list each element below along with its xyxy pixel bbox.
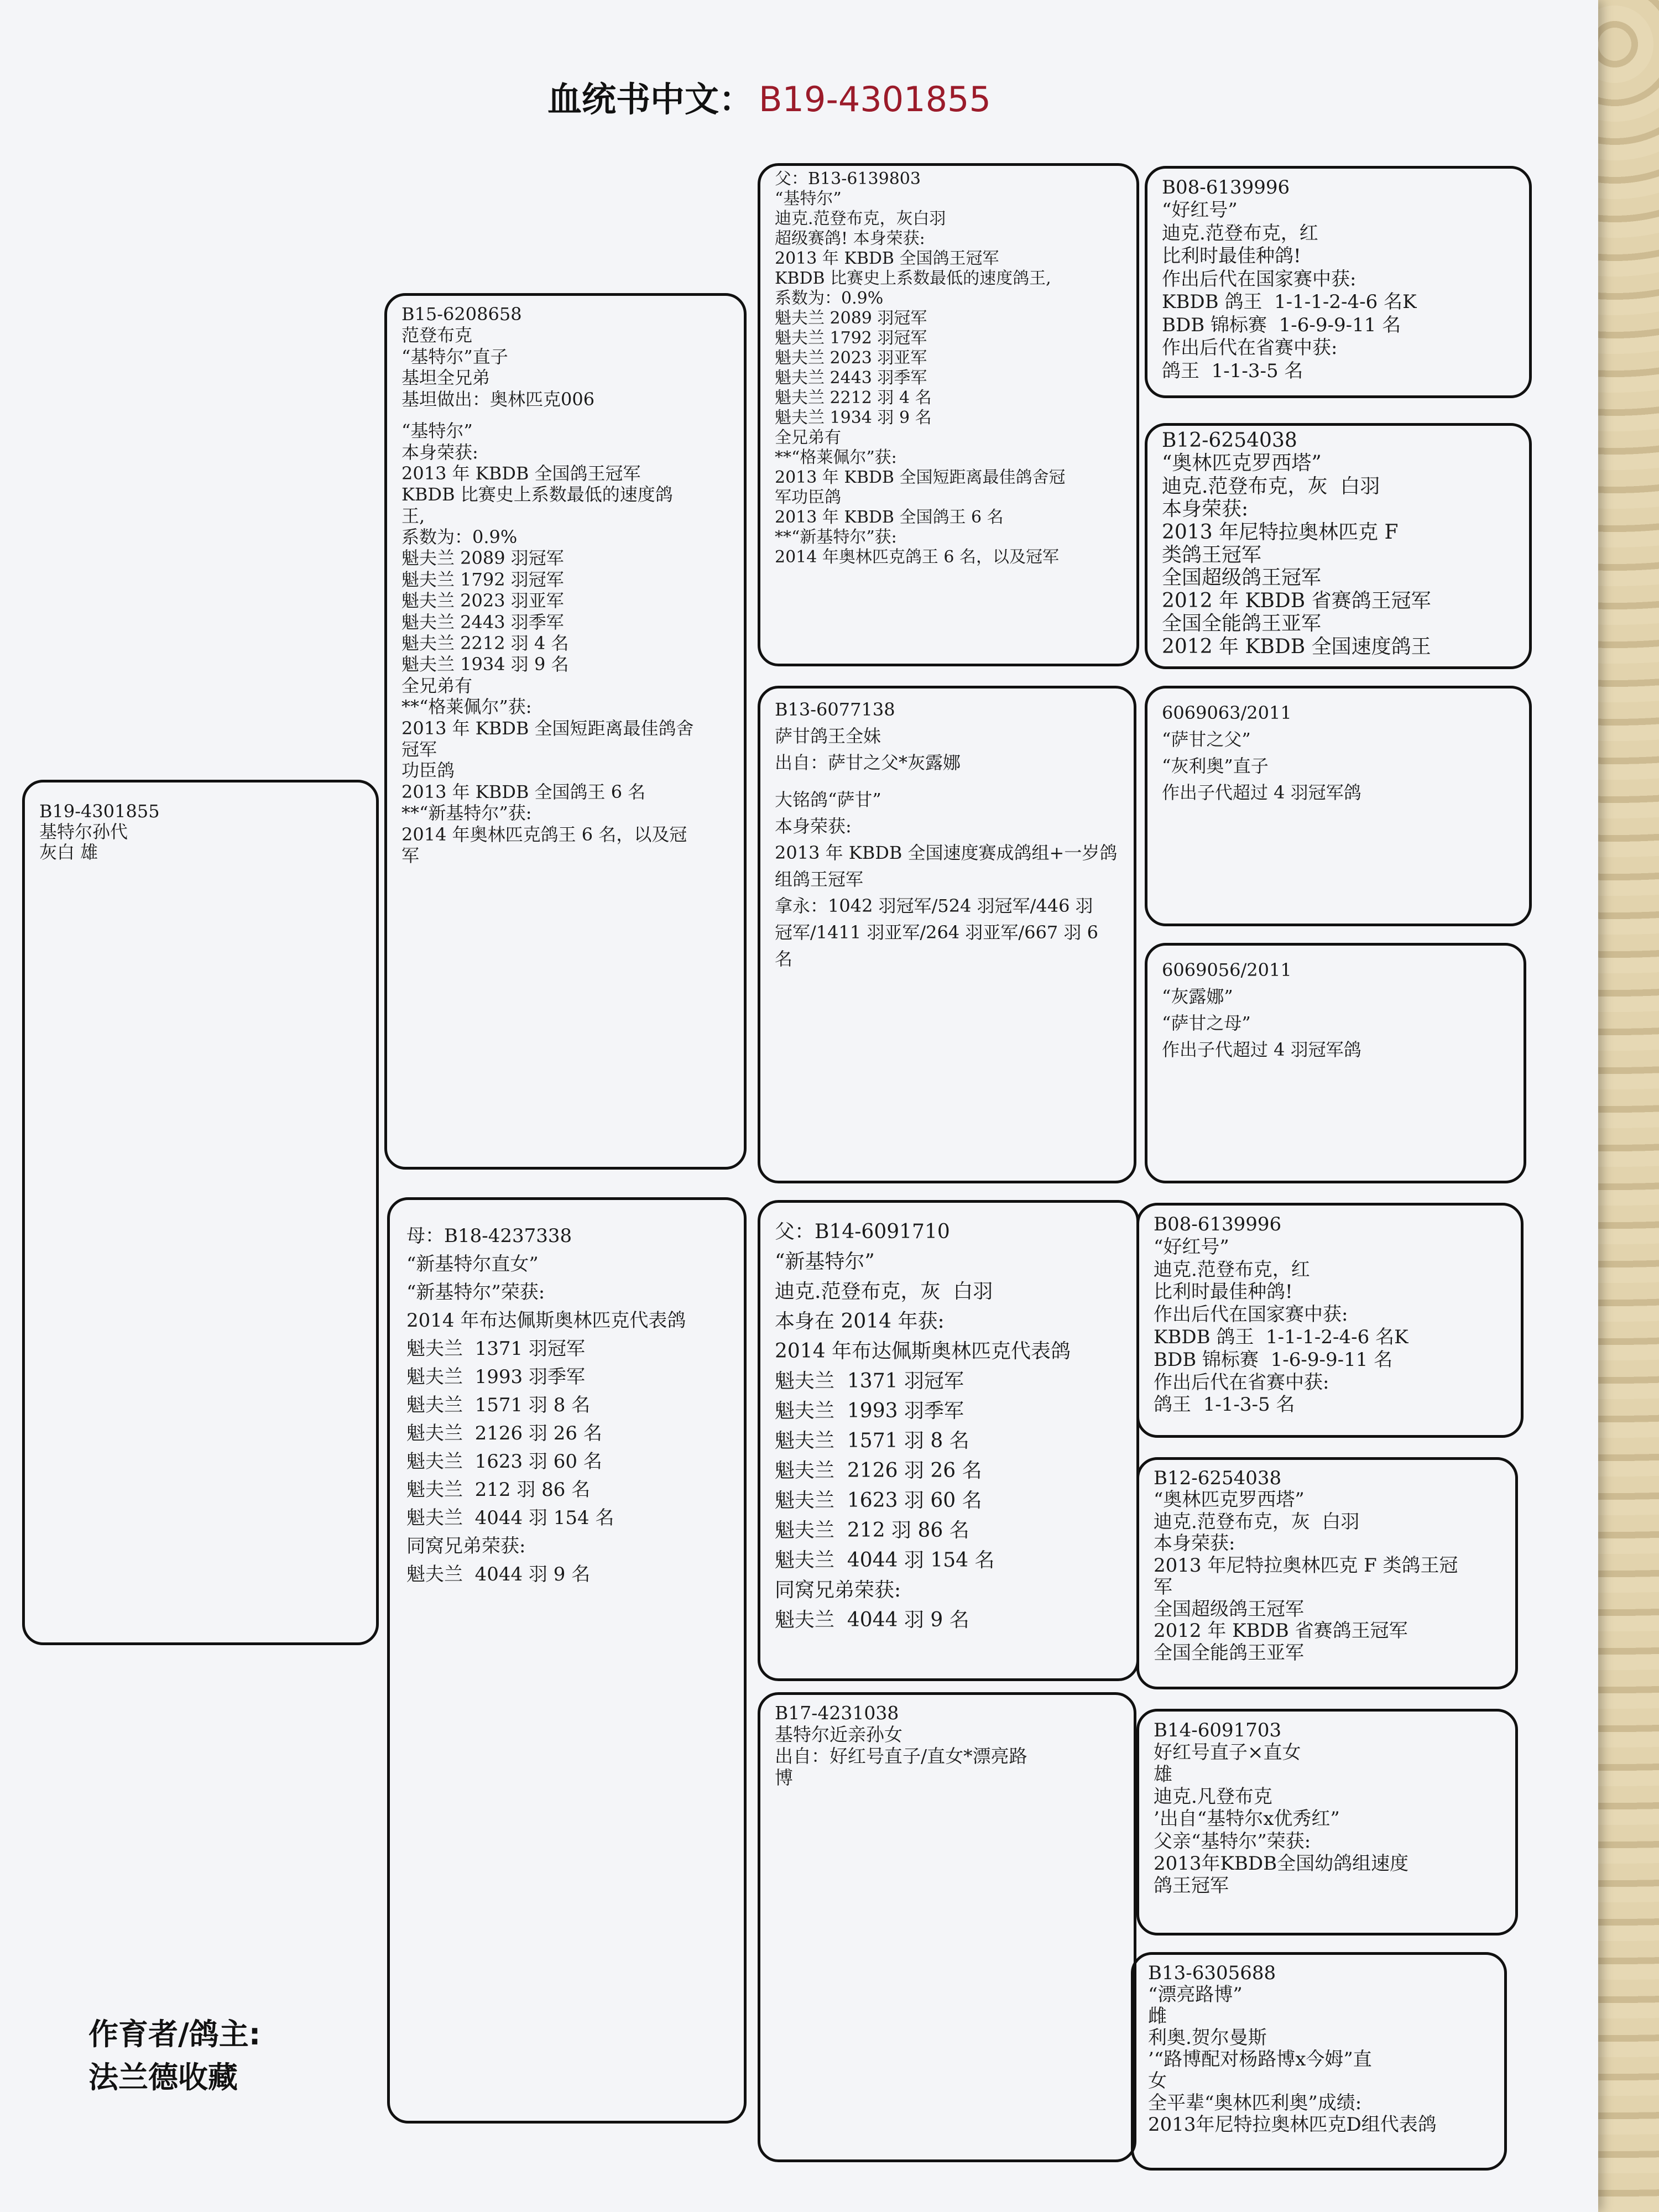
sire-dam-sire-box <box>1145 686 1532 926</box>
sire-line: 基坦全兄弟 <box>401 367 491 389</box>
dam-line: 魁夫兰 1623 羽 60 名 <box>406 1451 602 1473</box>
ssd-line: “奥林匹克罗西塔” <box>1162 452 1322 475</box>
dam-dam-sire-box <box>1136 1709 1518 1936</box>
dam-line: 魁夫兰 2126 羽 26 名 <box>406 1422 602 1444</box>
ss-line: 魁夫兰 1934 羽 9 名 <box>775 408 932 427</box>
sire-sire-dam-box <box>1145 423 1532 669</box>
sd-line: 组鸽王冠军 <box>775 869 864 890</box>
sss-line: KBDB 鸽王 1-1-1-2-4-6 名K <box>1162 291 1417 314</box>
sire-line: 魁夫兰 2023 羽亚军 <box>401 590 564 612</box>
ds-line: 父：B14-6091710 <box>775 1220 950 1243</box>
dds-line: 迪克.凡登布克 <box>1154 1786 1272 1808</box>
ss-line: 父：B13-6139803 <box>775 169 921 189</box>
ssd-line: B12-6254038 <box>1162 429 1297 452</box>
sire-line: 2013 年 KBDB 全国鸽王冠军 <box>401 462 641 484</box>
dsd-line: 2013 年尼特拉奥林匹克 F 类鸽王冠 <box>1154 1554 1458 1577</box>
ds-line: 魁夫兰 1993 羽季军 <box>775 1400 964 1422</box>
title-label: 血统书中文： <box>547 79 754 119</box>
dss-line: 作出后代在国家赛中获: <box>1154 1303 1348 1326</box>
ss-line: 魁夫兰 2212 羽 4 名 <box>775 388 932 408</box>
sd-line: 大铭鸽“萨甘” <box>775 789 881 811</box>
ds-line: “新基特尔” <box>775 1250 875 1273</box>
dam-line: 魁夫兰 1571 羽 8 名 <box>406 1394 591 1416</box>
ssd-line: 2012 年 KBDB 全国速度鸽王 <box>1162 635 1431 658</box>
sss-line: 鸽王 1-1-3-5 名 <box>1162 359 1303 382</box>
title-ring-number: B19-4301855 <box>759 79 991 119</box>
sire-line: 冠军 <box>401 739 437 760</box>
dam-sire-box <box>758 1200 1139 1681</box>
ssd-line: 全国全能鸽王亚军 <box>1162 612 1322 635</box>
dsd-line: B12-6254038 <box>1154 1467 1282 1489</box>
sire-dam-box <box>758 686 1136 1183</box>
ds-line: 魁夫兰 212 羽 86 名 <box>775 1519 969 1542</box>
ddd-line: 雌 <box>1148 2005 1167 2028</box>
ddd-line: 女 <box>1148 2070 1167 2093</box>
dds-line: B14-6091703 <box>1154 1719 1282 1741</box>
sire-line: 军 <box>401 844 420 866</box>
dd-line: 出自：好红号直子/直女*漂亮路 <box>775 1745 1027 1767</box>
sire-line: **“新基特尔”获: <box>401 802 532 824</box>
sds-line: 6069063/2011 <box>1162 702 1292 723</box>
dd-line: 基特尔近亲孙女 <box>775 1723 902 1745</box>
sss-line: BDB 锦标赛 1-6-9-9-11 名 <box>1162 314 1401 336</box>
sire-line: 本身荣获: <box>401 441 478 463</box>
sire-line: “基特尔”直子 <box>401 346 508 367</box>
sire-line: **“格莱佩尔”获: <box>401 696 532 718</box>
footer-owner-name: 法兰德收藏 <box>88 2060 238 2095</box>
dsd-line: “奥林匹克罗西塔” <box>1154 1489 1305 1511</box>
sds-line: “灰利奥”直子 <box>1162 755 1269 776</box>
sss-line: B08-6139996 <box>1162 176 1290 199</box>
sire-dam-dam-box <box>1145 943 1526 1183</box>
dds-line: 父亲“基特尔”荣获: <box>1154 1830 1311 1853</box>
dd-line: B17-4231038 <box>775 1702 899 1724</box>
ddd-line: ’“路博配对杨路博x今姆”直 <box>1148 2048 1372 2071</box>
sire-line: 魁夫兰 2443 羽季军 <box>401 611 564 633</box>
ds-line: 魁夫兰 1623 羽 60 名 <box>775 1489 982 1512</box>
sss-line: 比利时最佳种鸽! <box>1162 245 1301 268</box>
dam-dam-dam-box <box>1131 1952 1507 2171</box>
dds-line: 好红号直子×直女 <box>1154 1741 1301 1764</box>
ss-line: 全兄弟有 <box>775 428 841 447</box>
dam-line: 魁夫兰 1371 羽冠军 <box>406 1338 585 1360</box>
dam-line: 魁夫兰 4044 羽 9 名 <box>406 1563 591 1585</box>
dds-line: ’出自“基特尔x优秀红” <box>1154 1808 1340 1830</box>
ds-line: 魁夫兰 1371 羽冠军 <box>775 1370 964 1392</box>
pigeon-line: 灰白 雄 <box>39 841 98 863</box>
ss-line: 2014 年奥林匹克鸽王 6 名，以及冠军 <box>775 547 1060 567</box>
sd-line: 2013 年 KBDB 全国速度赛成鸽组+一岁鸽 <box>775 842 1118 864</box>
ss-line: 军功臣鸽 <box>775 488 841 507</box>
sire-line: 2013 年 KBDB 全国鸽王 6 名 <box>401 781 646 802</box>
dam-box <box>387 1197 747 2124</box>
sire-line: 魁夫兰 1934 羽 9 名 <box>401 654 569 675</box>
ddd-line: 利奥.贺尔曼斯 <box>1148 2027 1267 2049</box>
sire-line: 全兄弟有 <box>401 675 473 696</box>
ddd-line: 2013年尼特拉奥林匹克D组代表鸽 <box>1148 2113 1437 2136</box>
pigeon-line: B19-4301855 <box>39 801 160 822</box>
sire-line: 系数为：0.9% <box>401 526 518 548</box>
ss-line: KBDB 比赛史上系数最低的速度鸽王, <box>775 269 1051 288</box>
sire-line: 魁夫兰 2089 羽冠军 <box>401 547 564 569</box>
sire-line: 功臣鸽 <box>401 760 455 781</box>
dam-sire-dam-box <box>1136 1457 1518 1689</box>
ss-line: 超级赛鸽! 本身荣获: <box>775 229 925 248</box>
sd-line: 名 <box>775 948 793 970</box>
ss-line: 魁夫兰 2023 羽亚军 <box>775 348 927 368</box>
dsd-line: 全国全能鸽王亚军 <box>1154 1641 1304 1664</box>
ss-line: 系数为：0.9% <box>775 289 884 308</box>
dss-line: “好红号” <box>1154 1235 1229 1258</box>
ds-line: 2014 年布达佩斯奥林匹克代表鸽 <box>775 1340 1071 1363</box>
sdd-line: 6069056/2011 <box>1162 959 1292 980</box>
sss-line: 作出后代在国家赛中获: <box>1162 268 1357 290</box>
dam-dam-box <box>758 1692 1136 2162</box>
sds-line: 作出子代超过 4 羽冠军鸽 <box>1162 782 1361 803</box>
sire-line <box>401 410 729 420</box>
dds-line: 鸽王冠军 <box>1154 1874 1229 1897</box>
ssd-line: 本身荣获: <box>1162 498 1249 521</box>
ddd-line: 全平辈“奥林匹利奥”成绩: <box>1148 2091 1362 2114</box>
ds-line: 本身在 2014 年获: <box>775 1310 945 1333</box>
sd-line: 出自：萨甘之父*灰露娜 <box>775 752 961 773</box>
ds-line: 魁夫兰 4044 羽 9 名 <box>775 1609 969 1631</box>
sire-line: 魁夫兰 1792 羽冠军 <box>401 568 564 590</box>
footer-owner <box>88 2013 260 2100</box>
ds-line: 同窝兄弟荣获: <box>775 1579 901 1601</box>
sss-line: 作出后代在省赛中获: <box>1162 337 1338 359</box>
sd-line: 冠军/1411 羽亚军/264 羽亚军/667 羽 6 <box>775 922 1098 943</box>
dss-line: KBDB 鸽王 1-1-1-2-4-6 名K <box>1154 1326 1408 1348</box>
dss-line: BDB 锦标赛 1-6-9-9-11 名 <box>1154 1348 1393 1371</box>
ss-line: 魁夫兰 2089 羽冠军 <box>775 309 927 328</box>
dam-line: 母：B18-4237338 <box>406 1225 572 1247</box>
ds-line: 魁夫兰 2126 羽 26 名 <box>775 1459 982 1482</box>
page-title <box>547 72 991 121</box>
dss-line: 作出后代在省赛中获: <box>1154 1371 1329 1394</box>
dds-line: 2013年KBDB全国幼鸽组速度 <box>1154 1852 1409 1875</box>
dam-line: “新基特尔”荣获: <box>406 1281 545 1303</box>
sire-line: B15-6208658 <box>401 304 522 325</box>
dam-line: 2014 年布达佩斯奥林匹克代表鸽 <box>406 1310 686 1332</box>
dss-line: B08-6139996 <box>1154 1213 1282 1235</box>
dsd-line: 迪克.范登布克，灰 白羽 <box>1154 1510 1360 1533</box>
sire-line: 基坦做出：奥林匹克006 <box>401 388 595 410</box>
sss-line: 迪克.范登布克，红 <box>1162 222 1318 244</box>
sire-line: “基特尔” <box>401 420 473 442</box>
sire-line: 王, <box>401 505 425 526</box>
dsd-line: 本身荣获: <box>1154 1532 1235 1555</box>
footer-role: 作育者/鸽主: <box>88 2017 261 2052</box>
ss-line: “基特尔” <box>775 189 842 208</box>
sds-line: “萨甘之父” <box>1162 729 1251 750</box>
ss-line: **“格莱佩尔”获: <box>775 448 897 467</box>
sire-line: 魁夫兰 2212 羽 4 名 <box>401 633 569 654</box>
sire-box <box>384 293 747 1170</box>
dam-line: “新基特尔直女” <box>406 1253 539 1275</box>
sire-sire-box <box>758 163 1139 666</box>
ss-line: 魁夫兰 2443 羽季军 <box>775 368 927 388</box>
dsd-line: 军 <box>1154 1576 1172 1599</box>
dam-line: 魁夫兰 1993 羽季军 <box>406 1366 585 1388</box>
ds-line: 迪克.范登布克，灰 白羽 <box>775 1280 993 1303</box>
dam-sire-sire-box <box>1136 1203 1524 1438</box>
sire-line: 范登布克 <box>401 325 473 346</box>
ss-line: 2013 年 KBDB 全国鸽王 6 名 <box>775 508 1004 527</box>
ddd-line: B13-6305688 <box>1148 1962 1276 1984</box>
ds-line: 魁夫兰 4044 羽 154 名 <box>775 1549 995 1572</box>
pigeon-line: 基特尔孙代 <box>39 821 128 842</box>
dd-line: 博 <box>775 1766 793 1788</box>
ss-line: 2013 年 KBDB 全国短距离最佳鸽舍冠 <box>775 468 1066 487</box>
sdd-line: “萨甘之母” <box>1162 1013 1251 1034</box>
ds-line: 魁夫兰 1571 羽 8 名 <box>775 1430 969 1452</box>
ss-line: 迪克.范登布克，灰白羽 <box>775 209 946 228</box>
sd-line: 萨甘鸽王全妹 <box>775 726 881 747</box>
sd-line: 本身荣获: <box>775 816 852 837</box>
dam-line: 魁夫兰 212 羽 86 名 <box>406 1479 591 1501</box>
dam-line: 同窝兄弟荣获: <box>406 1535 526 1557</box>
ssd-line: 全国超级鸽王冠军 <box>1162 566 1322 589</box>
sd-line <box>775 776 1119 786</box>
sdd-line: “灰露娜” <box>1162 986 1233 1007</box>
dds-line: 雄 <box>1154 1764 1172 1786</box>
sire-sire-sire-box <box>1145 166 1532 398</box>
ss-line: 2013 年 KBDB 全国鸽王冠军 <box>775 249 999 268</box>
sire-line: 2014 年奥林匹克鸽王 6 名，以及冠 <box>401 823 687 845</box>
ssd-line: 2013 年尼特拉奥林匹克 F <box>1162 520 1399 544</box>
dam-line: 魁夫兰 4044 羽 154 名 <box>406 1507 614 1529</box>
sdd-line: 作出子代超过 4 羽冠军鸽 <box>1162 1039 1361 1060</box>
sire-line: 2013 年 KBDB 全国短距离最佳鸽舍 <box>401 717 694 739</box>
sd-line: B13-6077138 <box>775 699 895 720</box>
dsd-line: 全国超级鸽王冠军 <box>1154 1598 1304 1620</box>
dss-line: 比利时最佳种鸽! <box>1154 1281 1293 1303</box>
ddd-line: “漂亮路博” <box>1148 1984 1243 2006</box>
dss-line: 鸽王 1-1-3-5 名 <box>1154 1394 1295 1416</box>
dsd-line: 2012 年 KBDB 省赛鸽王冠军 <box>1154 1620 1408 1642</box>
sd-line: 拿永：1042 羽冠军/524 羽冠军/446 羽 <box>775 895 1093 917</box>
ss-line: 魁夫兰 1792 羽冠军 <box>775 328 927 348</box>
sire-line: KBDB 比赛史上系数最低的速度鸽 <box>401 484 673 505</box>
ssd-line: 迪克.范登布克，灰 白羽 <box>1162 474 1380 498</box>
ss-line: **“新基特尔”获: <box>775 528 897 547</box>
sss-line: “好红号” <box>1162 199 1238 222</box>
ssd-line: 类鸽王冠军 <box>1162 543 1262 566</box>
ssd-line: 2012 年 KBDB 省赛鸽王冠军 <box>1162 589 1431 612</box>
pigeon-box <box>22 780 379 1645</box>
dss-line: 迪克.范登布克，红 <box>1154 1258 1310 1281</box>
